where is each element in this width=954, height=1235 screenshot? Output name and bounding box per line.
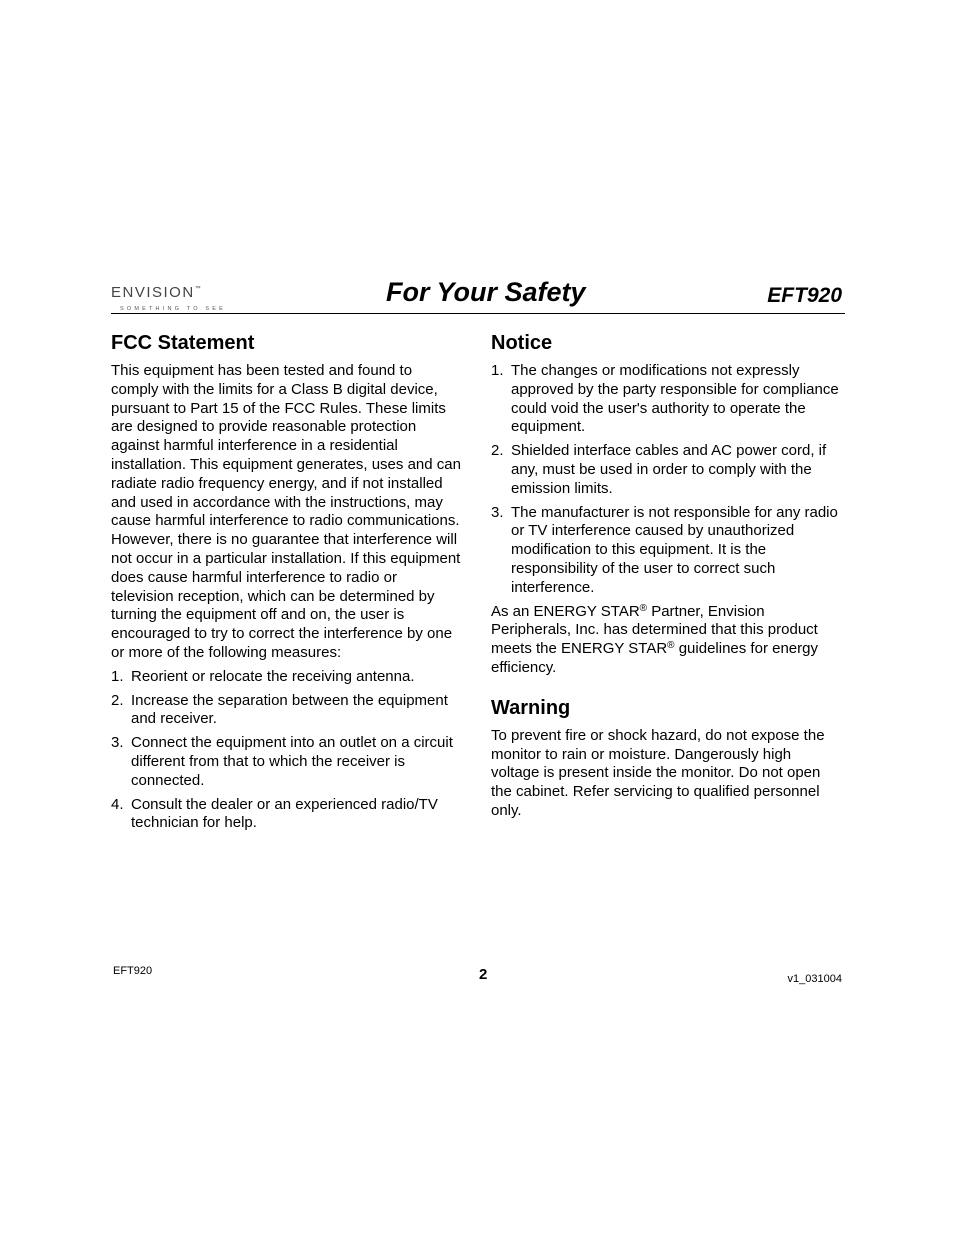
notice-section (491, 331, 843, 821)
warning-heading: Warning (491, 696, 571, 719)
page-number: 2 (479, 966, 488, 983)
footer-model: EFT920 (113, 965, 153, 977)
notice-list (491, 362, 843, 598)
header-divider (111, 313, 845, 314)
logo-tagline: SOMETHING TO SEE (120, 306, 227, 312)
model-name: EFT920 (767, 284, 842, 307)
fcc-section (111, 331, 463, 838)
fcc-heading: FCC Statement (111, 332, 255, 354)
list-item: 2. Shielded interface cables and AC power cord, if any, must be used in order to comply with the emission limits. (491, 442, 827, 497)
page-title: For Your Safety (386, 277, 586, 307)
list-item: 3. The manufacturer is not responsible for any radio or TV interference caused by unauthorized modification to this equipment. It is the responsibility of the user to correct such interference. (491, 503, 838, 596)
list-item: 4. Consult the dealer or an experienced radio/TV technician for help. (111, 795, 438, 832)
energy-star-statement: As an ENERGY STAR® Partner, Envision Peripherals, Inc. has determined that this product meets the ENERGY STAR® guidelines for energy efficiency. (491, 602, 818, 676)
footer-version: v1_031004 (787, 973, 842, 985)
notice-heading: Notice (491, 332, 553, 354)
warning-body: To prevent fire or shock hazard, do not expose the monitor to rain or moisture. Dangerously high voltage is present inside the monitor. Do not open the cabinet. Refer servicing to qualified personnel only. (491, 726, 825, 819)
brand-logo (111, 281, 226, 313)
list-item: 1. The changes or modifications not expressly approved by the party responsible for compliance could void the user's authority to operate the equipment. (491, 362, 839, 436)
list-item: 1. Reorient or relocate the receiving antenna. (111, 667, 415, 685)
fcc-measures-list (111, 668, 463, 833)
logo-wordmark: ENVISION™ (111, 284, 203, 301)
list-item: 2. Increase the separation between the equipment and receiver. (111, 691, 448, 728)
fcc-body: This equipment has been tested and found to comply with the limits for a Class B digital device, pursuant to Part 15 of the FCC Rules. These limits are designed to provide reasonable protection against harmful interference in a residential installation. This equipment generates, uses and can radiate radio frequency energy, and if not installed and used in accordance with the instructions, may cause harmful interference to radio communications. However, there is no guarantee that interference will not occur in a particular installation. If this equipment does cause harmful interference to radio or television reception, which can be determined by turning the equipment off and on, the user is encouraged to try to correct the interference by one or more of the following measures: (111, 362, 461, 661)
list-item: 3. Connect the equipment into an outlet on a circuit different from that to which the receiver is connected. (111, 734, 453, 789)
